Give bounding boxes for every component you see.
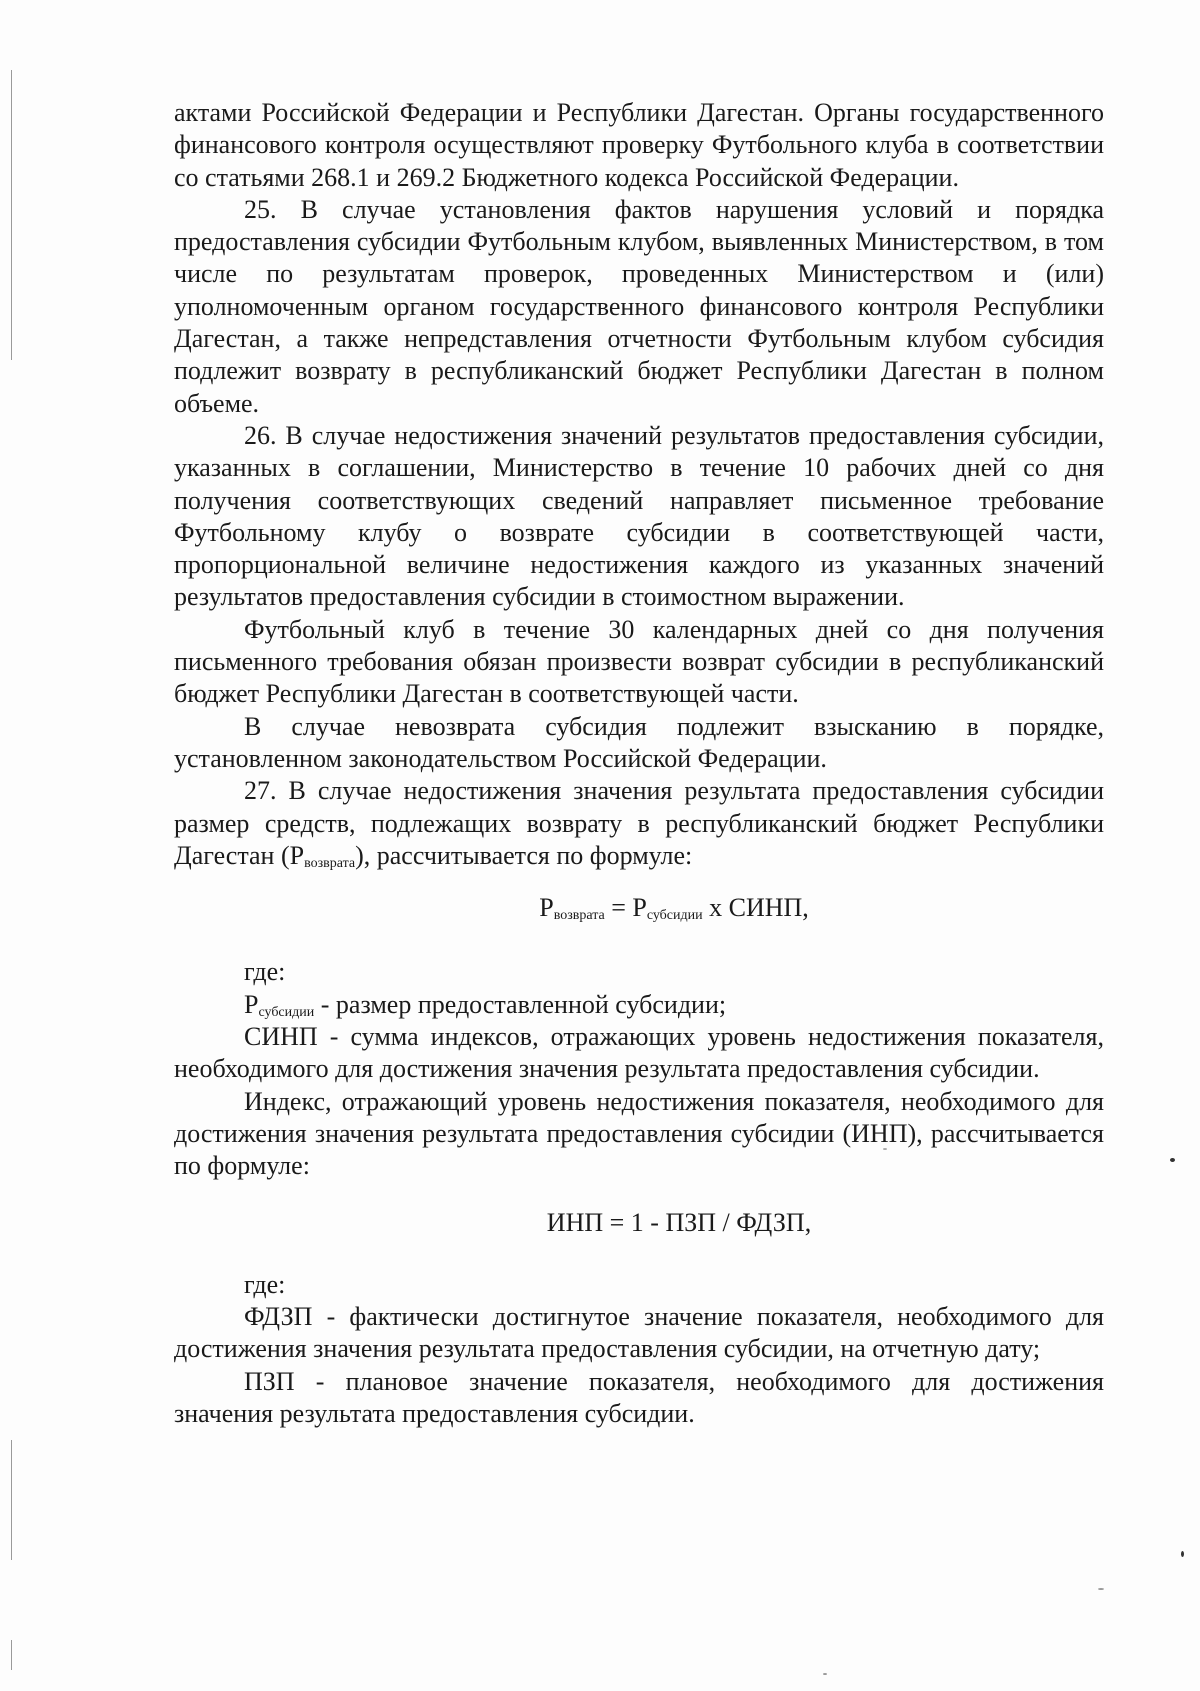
definition1-symbol: Р: [244, 989, 259, 1019]
formula-inp: ИНП = 1 - ПЗП / ФДЗП,: [546, 1207, 812, 1237]
formula-return-amount: [174, 892, 1104, 924]
paragraph-27-end: ), рассчитывается по формуле:: [355, 840, 693, 870]
scan-speck: [823, 1673, 827, 1675]
scan-edge-mark: [11, 1640, 12, 1670]
paragraph-26-nonreturn: В случае невозврата субсидия подлежит взысканию в порядке, установленном законодательством Российской Федерации.: [174, 711, 1104, 773]
formula1-lhs: Р: [539, 893, 554, 923]
paragraph-25: 25. В случае установления фактов нарушения условий и порядка предоставления субсидии Футбольным клубом, выявленных Министерством, в том числе по результатам проверок, проведенных Министерством и (или) уполномоченным органом государственного финансового контроля Республики Дагестан, а также непредставления отчетности Футбольным клубом субсидия подлежит возврату в республиканский бюджет Республики Дагестан в полном объеме.: [174, 194, 1104, 418]
definition-pzp: ПЗП - плановое значение показателя, необходимого для достижения значения результата предоставления субсидии.: [174, 1366, 1104, 1428]
scan-speck: [1098, 1588, 1104, 1590]
formula1-mid-sub: субсидии: [646, 908, 703, 924]
definition-sinp: СИНП - сумма индексов, отражающих уровень недостижения показателя, необходимого для достижения значения результата предоставления субсидии.: [174, 1022, 1104, 1084]
definition1-text: - размер предоставленной субсидии;: [314, 989, 727, 1019]
paragraph-27-subscript: возврата: [304, 855, 356, 871]
definition-subsidy-amount: [174, 989, 1104, 1021]
formula1-rhs: х СИНП,: [702, 893, 809, 923]
scan-speck: [1170, 1158, 1175, 1162]
formula1-mid: = Р: [604, 893, 647, 923]
definition1-symbol-sub: субсидии: [258, 1004, 315, 1020]
where-label-2: где:: [244, 1269, 286, 1299]
paragraph-26: 26. В случае недостижения значений результатов предоставления субсидии, указанных в соглашении, Министерство в течение 10 рабочих дней со дня получения соответствующих сведений направляет письменное требование Футбольному клубу о возврате субсидии в соответствующей части, пропорциональной величине недостижения каждого из указанных значений результатов предоставления субсидии в стоимостном выражении.: [174, 420, 1104, 612]
where-label-1: где:: [244, 957, 286, 987]
formula1-lhs-sub: возврата: [553, 908, 605, 924]
paragraph-index: Индекс, отражающий уровень недостижения показателя, необходимого для достижения значения результата предоставления субсидии (ИНП), рассчитывается по формуле:: [174, 1086, 1104, 1181]
scan-edge-mark: [11, 70, 12, 360]
scan-speck: [1181, 1551, 1184, 1557]
paragraph-27: [174, 775, 1104, 872]
scan-edge-mark: [11, 1440, 12, 1560]
paragraph-27-start: 27. В случае недостижения значения результата предоставления субсидии размер средств, подлежащих возврату в республиканский бюджет Республики Дагестан (Р: [174, 776, 1104, 870]
paragraph-26-club-return: Футбольный клуб в течение 30 календарных дней со дня получения письменного требования обязан произвести возврат субсидии в республиканский бюджет Республики Дагестан в соответствующей части.: [174, 614, 1104, 709]
definition-fdzp: ФДЗП - фактически достигнутое значение показателя, необходимого для достижения значения результата предоставления субсидии, на отчетную дату;: [174, 1302, 1104, 1364]
document-body: [174, 97, 1104, 1430]
paragraph-intro: актами Российской Федерации и Республики Дагестан. Органы государственного финансового контроля осуществляют проверку Футбольного клуба в соответствии со статьями 268.1 и 269.2 Бюджетного кодекса Российской Федерации.: [174, 98, 1104, 192]
